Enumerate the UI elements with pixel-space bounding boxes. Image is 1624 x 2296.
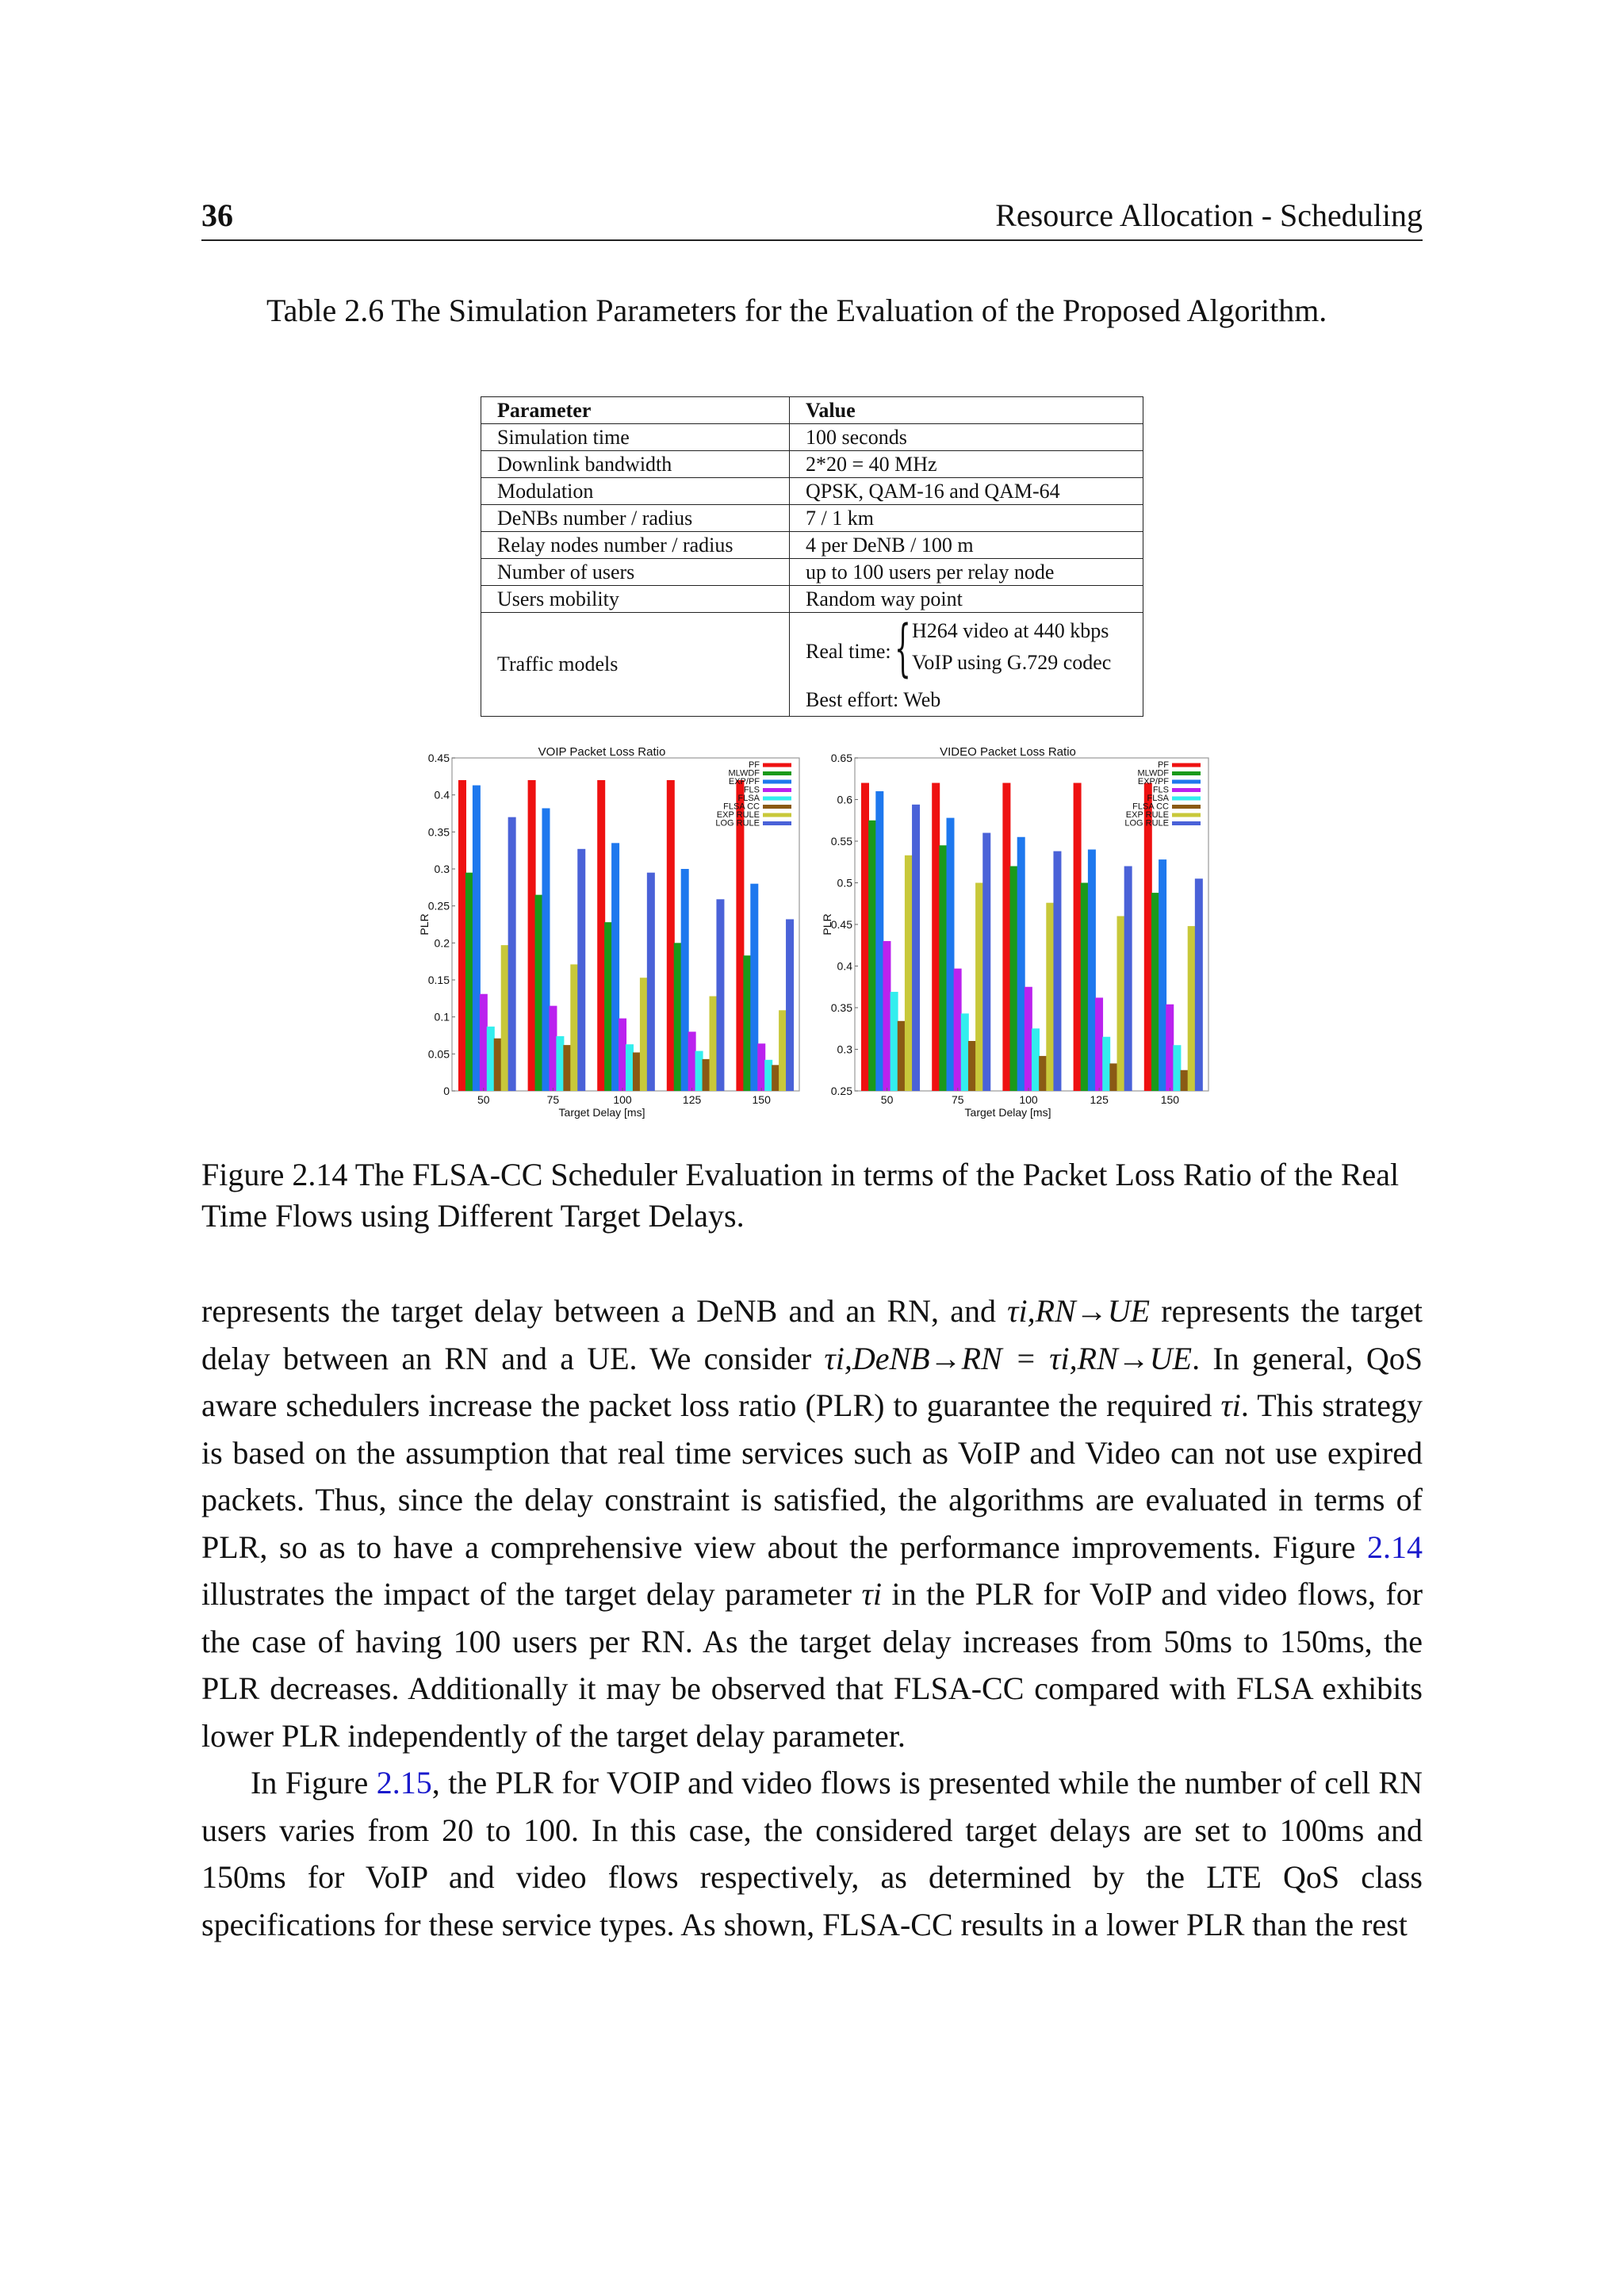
figure-caption: Figure 2.14 The FLSA-CC Scheduler Evaluation in terms of the Packet Loss Ratio of the Real Time Flows using Different Target Delays.	[201, 1157, 1400, 1234]
math-tau-i: τi	[861, 1576, 882, 1612]
text-run: , the PLR for VOIP and video flows is presented while the number of cell RN users varies from 20 to 100. In this case, the considered target delays are set to 100ms and 150ms for VoIP and video flows respectively, as determined by the LTE QoS class specifications for these service types. As shown, FLSA-CC results in a lower PLR than the rest	[201, 1765, 1423, 1942]
math-tau-equality: τi,DeNB→RN = τi,RN→UE	[824, 1340, 1193, 1376]
table-row	[481, 424, 1143, 451]
table-row	[481, 478, 1143, 505]
text-run: represents the target delay between a DeNB and an RN, and	[201, 1293, 1008, 1329]
table-cell: 100 seconds	[790, 424, 1143, 451]
bar	[912, 805, 920, 1091]
bar	[1109, 1063, 1117, 1091]
bar	[570, 964, 578, 1091]
x-axis-label: Target Delay [ms]	[964, 1106, 1051, 1119]
table-cell: 4 per DeNB / 100 m	[790, 532, 1143, 559]
legend-swatch	[763, 813, 791, 817]
paragraph	[201, 1288, 1423, 1759]
y-tick-label: 0.4	[837, 959, 852, 973]
table-header-row	[481, 397, 1143, 424]
legend-label: FLSA CC	[1132, 802, 1169, 812]
math-tau-rn-ue: τi,RN→UE	[1007, 1293, 1151, 1329]
bar	[975, 883, 983, 1092]
bar	[626, 1044, 634, 1091]
bar	[640, 978, 648, 1091]
bar	[549, 1006, 557, 1091]
bar	[542, 808, 550, 1091]
y-tick-label: 0.1	[434, 1010, 450, 1024]
bar	[1002, 783, 1010, 1092]
bar	[891, 992, 898, 1091]
bar	[1144, 783, 1152, 1092]
text-run: In Figure	[251, 1765, 377, 1800]
bar	[1095, 997, 1103, 1091]
bar	[1088, 850, 1096, 1092]
voip-plr-chart-svg	[412, 742, 814, 1131]
bar	[501, 945, 509, 1091]
table-header-cell: Value	[790, 397, 1143, 424]
table-cell: DeNBs number / radius	[481, 505, 790, 532]
y-tick-label: 0.25	[830, 1085, 852, 1097]
bar	[954, 969, 962, 1091]
table-row	[481, 559, 1143, 586]
y-tick-label: 0.45	[830, 918, 852, 931]
bar	[786, 919, 794, 1091]
bar	[939, 845, 947, 1091]
y-tick-label: 0.5	[837, 876, 852, 890]
y-tick-label: 0.65	[830, 752, 852, 764]
bar	[667, 780, 675, 1091]
legend-label: MLWDF	[1137, 768, 1169, 779]
figure-reference-link[interactable]: 2.14	[1367, 1529, 1423, 1565]
legend-label: FLS	[743, 785, 760, 795]
bar	[868, 821, 876, 1091]
legend-swatch	[763, 763, 791, 767]
bar	[1039, 1056, 1047, 1091]
bar	[556, 1036, 564, 1091]
legend-swatch	[1172, 805, 1201, 809]
realtime-option: H264 video at 440 kbps	[912, 619, 1109, 642]
body-text	[201, 1288, 1423, 1948]
simulation-parameters-table	[481, 396, 1143, 717]
bar	[480, 994, 488, 1091]
table-row	[481, 532, 1143, 559]
x-tick-label: 125	[1090, 1093, 1109, 1106]
text-run: illustrates the impact of the target delay parameter	[201, 1576, 862, 1612]
legend-label: FLS	[1152, 785, 1169, 795]
x-axis-label: Target Delay [ms]	[558, 1106, 645, 1119]
bar	[750, 884, 758, 1091]
legend-label: EXP/PF	[728, 777, 760, 786]
left-brace-icon: {	[894, 613, 911, 684]
bar	[961, 1013, 969, 1091]
y-tick-label: 0.3	[434, 863, 450, 875]
page-number: 36	[201, 197, 233, 233]
running-title: Resource Allocation - Scheduling	[995, 197, 1423, 233]
y-tick-label: 0.15	[427, 974, 450, 986]
bar	[710, 997, 718, 1091]
legend-label: LOG RULE	[1124, 818, 1169, 828]
bar	[611, 843, 619, 1091]
legend-label: PF	[1157, 760, 1169, 770]
y-tick-label: 0.4	[434, 788, 450, 802]
legend-label: EXP/PF	[1137, 777, 1169, 786]
bar	[861, 783, 869, 1092]
bar	[597, 780, 605, 1091]
x-tick-label: 150	[752, 1093, 771, 1106]
bar	[1195, 878, 1203, 1091]
table-cell: up to 100 users per relay node	[790, 559, 1143, 586]
table-header-cell: Parameter	[481, 397, 790, 424]
legend-swatch	[1172, 771, 1201, 775]
legend-swatch	[763, 788, 791, 792]
legend-label: PF	[748, 760, 760, 770]
table-row	[481, 586, 1143, 613]
realtime-option: VoIP using G.729 codec	[912, 651, 1112, 674]
y-tick-label: 0.35	[427, 825, 450, 839]
bar	[743, 955, 751, 1091]
bar	[1173, 1045, 1181, 1091]
table-cell: Simulation time	[481, 424, 790, 451]
x-tick-label: 50	[477, 1093, 490, 1106]
x-tick-label: 75	[952, 1093, 964, 1106]
bar	[1181, 1070, 1189, 1091]
bar	[494, 1039, 502, 1091]
table-cell: QPSK, QAM-16 and QAM-64	[790, 478, 1143, 505]
text-run: . This strategy is based on the assumption that real time services such as VoIP and Video can not use expired packets. Thus, since the delay constraint is satisfied, the algorithms are evaluated in terms of PLR, so as to have a comprehensive view about the performance improvements. Figure	[201, 1387, 1423, 1565]
bar	[1053, 851, 1061, 1091]
x-tick-label: 100	[1019, 1093, 1038, 1106]
y-tick-label: 0.6	[837, 793, 852, 806]
bar	[757, 1043, 765, 1091]
bar	[508, 817, 516, 1091]
bar	[764, 1060, 772, 1091]
table-caption: Table 2.6 The Simulation Parameters for the Evaluation of the Proposed Algorithm.	[266, 293, 1327, 328]
table-row	[481, 505, 1143, 532]
y-tick-label: 0.35	[830, 1001, 852, 1014]
bar	[1081, 883, 1089, 1092]
table-cell: 2*20 = 40 MHz	[790, 451, 1143, 478]
bar	[875, 791, 883, 1091]
bar	[604, 922, 612, 1091]
legend-label: FLSA CC	[723, 802, 760, 812]
header-rule	[201, 239, 1423, 241]
x-tick-label: 100	[613, 1093, 632, 1106]
traffic-models-cell	[790, 613, 1143, 717]
best-effort-label: Best effort: Web	[806, 688, 941, 711]
text-run: . In general, QoS aware schedulers increase the packet loss ratio (PLR) to guarantee the required	[201, 1340, 1423, 1423]
x-tick-label: 125	[682, 1093, 702, 1106]
bar	[883, 941, 891, 1091]
x-tick-label: 150	[1160, 1093, 1180, 1106]
bar	[674, 943, 682, 1091]
voip-plr-chart	[412, 742, 814, 1135]
bar	[1046, 903, 1054, 1091]
y-tick-label: 0.2	[434, 936, 450, 950]
bar	[968, 1041, 976, 1091]
bar	[563, 1045, 571, 1091]
bar	[1188, 926, 1196, 1091]
bar	[932, 783, 940, 1092]
table-row	[481, 451, 1143, 478]
bar	[473, 786, 481, 1091]
bar	[1010, 867, 1018, 1092]
legend-swatch	[763, 805, 791, 809]
table-cell: Traffic models	[481, 613, 790, 717]
legend-swatch	[1172, 813, 1201, 817]
y-tick-label: 0	[443, 1085, 450, 1097]
legend-label: FLSA	[1147, 794, 1169, 803]
bar	[688, 1031, 696, 1091]
bar	[1166, 1004, 1174, 1091]
y-tick-label: 0.45	[427, 752, 450, 764]
bar	[487, 1027, 495, 1091]
legend-swatch	[763, 771, 791, 775]
table-row-traffic	[481, 613, 1143, 717]
text-run: in the PLR for VoIP and video flows, for the case of having 100 users per RN. As the target delay increases from 50ms to 150ms, the PLR decreases. Additionally it may be observed that FLSA-CC compared with FLSA exhibits lower PLR independently of the target delay parameter.	[201, 1576, 1423, 1754]
bar	[1074, 783, 1082, 1092]
legend-swatch	[1172, 797, 1201, 801]
bar	[1124, 867, 1132, 1092]
bar	[647, 873, 655, 1091]
y-axis-label: PLR	[418, 913, 431, 936]
bar	[703, 1059, 710, 1091]
table-cell: Downlink bandwidth	[481, 451, 790, 478]
legend-swatch	[763, 797, 791, 801]
bar	[1032, 1028, 1040, 1091]
y-tick-label: 0.3	[837, 1043, 852, 1056]
bar	[905, 855, 913, 1091]
y-tick-label: 0.55	[830, 835, 852, 848]
x-tick-label: 75	[546, 1093, 560, 1106]
bar	[1159, 859, 1166, 1091]
table-cell: Random way point	[790, 586, 1143, 613]
bar	[898, 1021, 906, 1091]
bar	[619, 1019, 626, 1091]
bar	[772, 1065, 779, 1091]
table-cell: Number of users	[481, 559, 790, 586]
bar	[1102, 1037, 1110, 1091]
legend-swatch	[763, 780, 791, 784]
y-tick-label: 0.05	[427, 1047, 450, 1061]
legend-label: FLSA	[737, 794, 760, 803]
chart-title: VOIP Packet Loss Ratio	[538, 745, 666, 759]
bar	[681, 869, 689, 1091]
legend-swatch	[1172, 780, 1201, 784]
paragraph	[201, 1759, 1423, 1948]
x-tick-label: 50	[880, 1093, 894, 1106]
chart-title: VIDEO Packet Loss Ratio	[940, 745, 1076, 759]
bar	[535, 895, 543, 1091]
table-cell: Users mobility	[481, 586, 790, 613]
legend-label: MLWDF	[728, 768, 760, 779]
legend-swatch	[1172, 821, 1201, 825]
bar	[528, 780, 536, 1091]
bar	[1017, 837, 1025, 1091]
legend-label: EXP RULE	[1125, 810, 1169, 820]
bar	[779, 1010, 787, 1091]
text-run: represents the target delay between an RN and a UE. We consider	[201, 1293, 1423, 1376]
bar	[1151, 893, 1159, 1091]
bar	[577, 849, 585, 1091]
legend-swatch	[1172, 763, 1201, 767]
figure-reference-link[interactable]: 2.15	[376, 1765, 432, 1800]
legend-swatch	[1172, 788, 1201, 792]
bar	[465, 873, 473, 1091]
table-cell: 7 / 1 km	[790, 505, 1143, 532]
bar	[982, 833, 990, 1092]
video-plr-chart-svg	[815, 742, 1216, 1131]
table-cell: Modulation	[481, 478, 790, 505]
y-tick-label: 0.25	[427, 899, 450, 913]
bar	[695, 1051, 703, 1091]
legend-label: EXP RULE	[716, 810, 760, 820]
video-plr-chart	[815, 742, 1216, 1135]
legend-swatch	[763, 821, 791, 825]
bar	[458, 780, 466, 1091]
bar	[1117, 916, 1125, 1092]
y-axis-label: PLR	[821, 913, 833, 936]
realtime-label: Real time:	[806, 640, 891, 663]
legend-label: LOG RULE	[715, 818, 760, 828]
math-tau-i: τi	[1220, 1387, 1241, 1423]
bar	[1025, 987, 1032, 1091]
bar	[633, 1052, 641, 1091]
bar	[716, 899, 724, 1091]
bar	[947, 818, 955, 1091]
table-cell: Relay nodes number / radius	[481, 532, 790, 559]
